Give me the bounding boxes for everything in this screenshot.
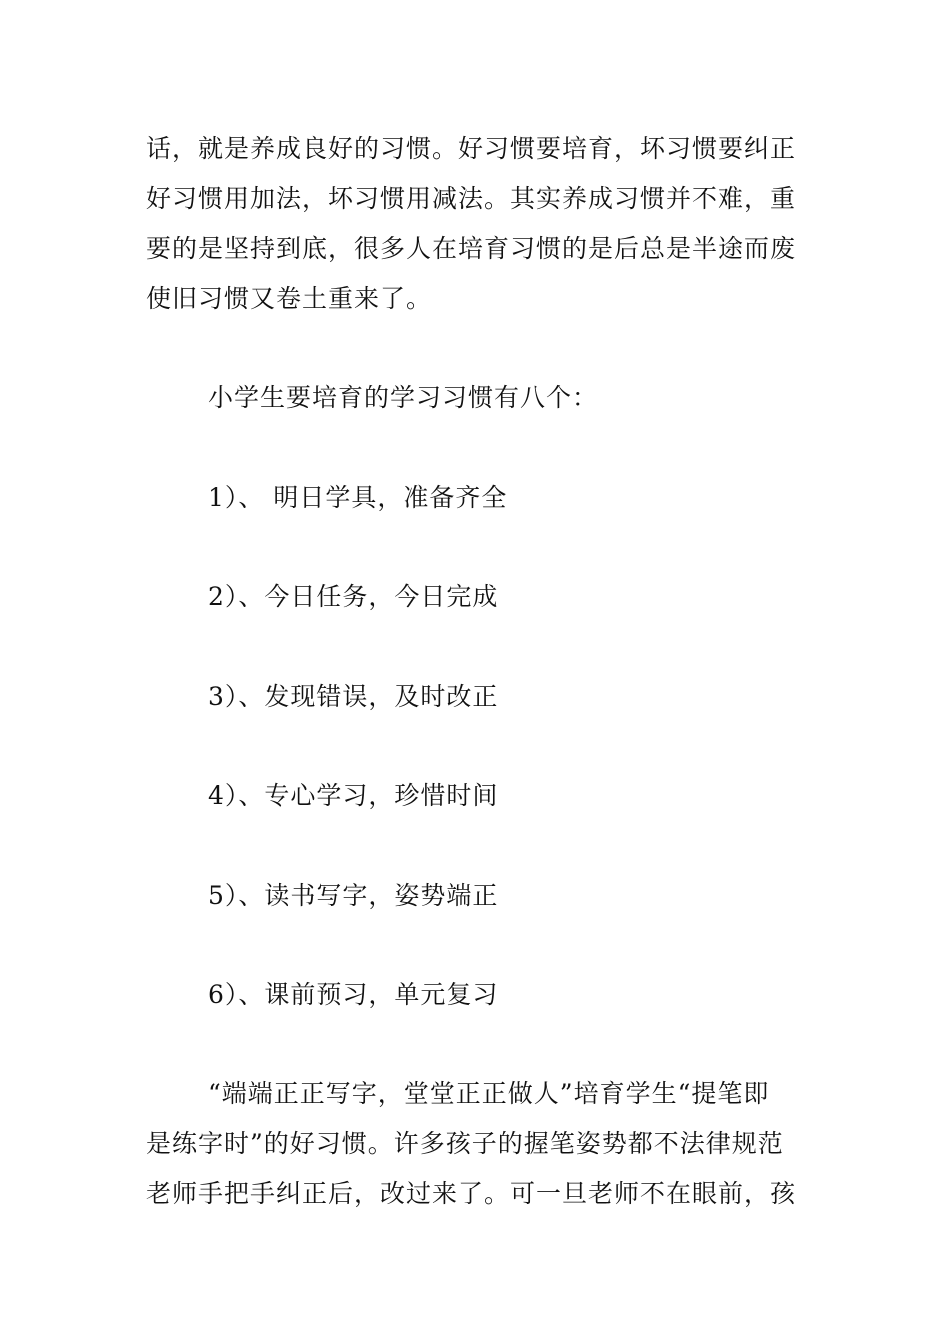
paragraph-line: 是练字时”的好习惯。许多孩子的握笔姿势都不法律规范 — [146, 1129, 784, 1158]
habit-item: 5）、读书写字，姿势端正 — [208, 881, 499, 910]
paragraph-line: “端端正正写字，堂堂正正做人”培育学生“提笔即 — [208, 1079, 770, 1108]
paragraph-line: 好习惯用加法，坏习惯用减法。其实养成习惯并不难，重 — [146, 184, 797, 213]
paragraph-line: 使旧习惯又卷土重来了。 — [146, 284, 433, 313]
habit-item: 6）、课前预习，单元复习 — [208, 980, 499, 1009]
paragraph-line: 老师手把手纠正后，改过来了。可一旦老师不在眼前，孩 — [146, 1179, 797, 1208]
habits-intro: 小学生要培育的学习习惯有八个： — [208, 383, 599, 412]
habit-item: 4）、专心学习，珍惜时间 — [208, 781, 499, 810]
paragraph-line: 话，就是养成良好的习惯。好习惯要培育，坏习惯要纠正 — [146, 134, 797, 163]
habit-item: 2）、今日任务，今日完成 — [208, 582, 499, 611]
paragraph-line: 要的是坚持到底，很多人在培育习惯的是后总是半途而废 — [146, 234, 797, 263]
habit-item: 1）、 明日学具，准备齐全 — [208, 483, 508, 512]
habit-item: 3）、发现错误，及时改正 — [208, 682, 499, 711]
